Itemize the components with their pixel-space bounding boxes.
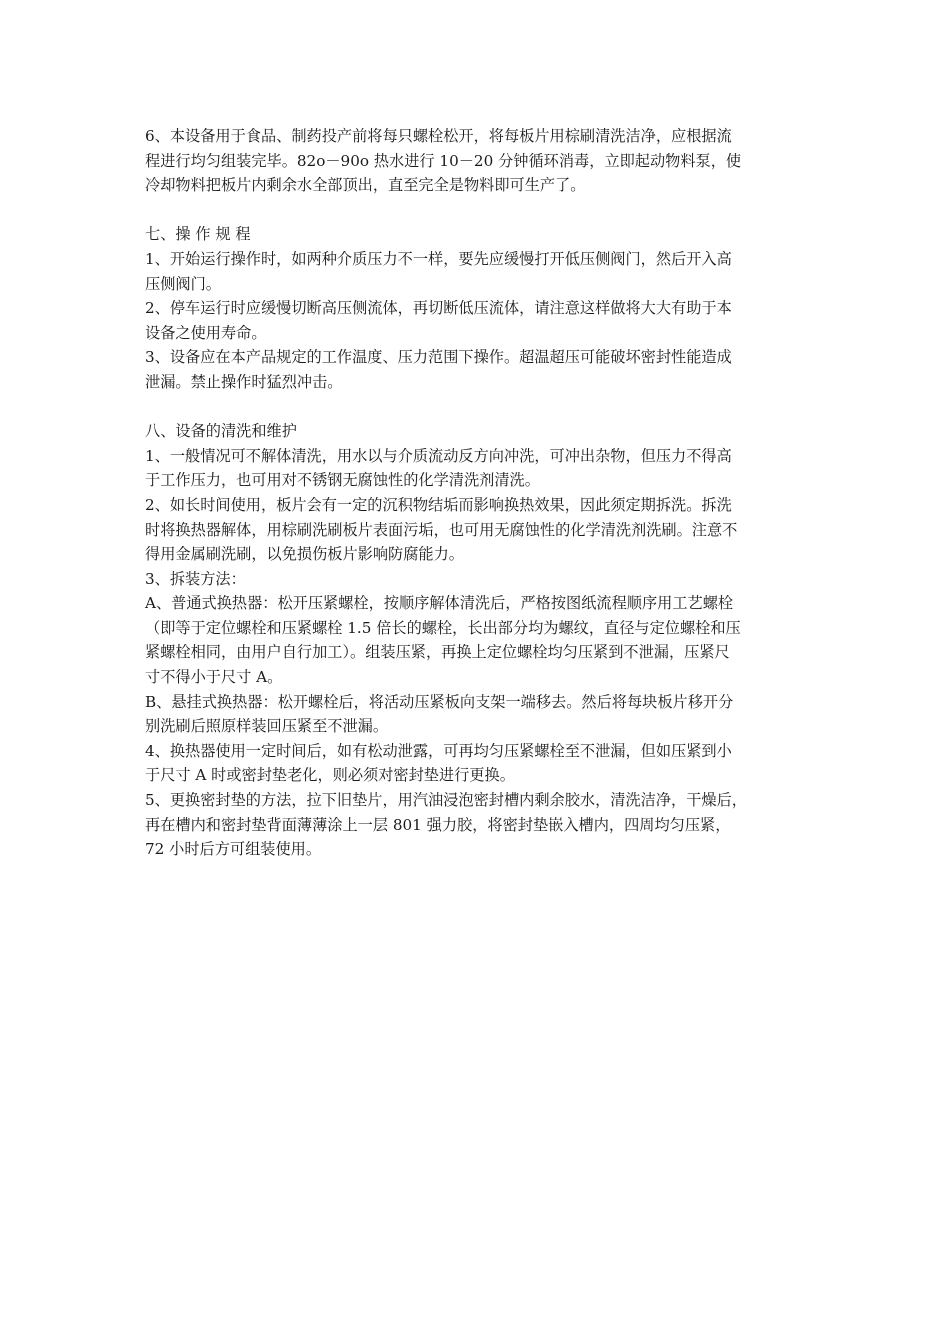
list-item xyxy=(145,591,805,689)
text-line: （即等于定位螺栓和压紧螺栓 1.5 倍长的螺栓，长出部分均为螺纹，直径与定位螺栓和压 xyxy=(145,618,741,637)
text-line: A、普通式换热器：松开压紧螺栓，按顺序解体清洗后，严格按图纸流程顺序用工艺螺栓 xyxy=(145,594,734,613)
text-line: 于工作压力，也可用对不锈钢无腐蚀性的化学清洗剂清洗。 xyxy=(145,471,540,490)
text-line: 再在槽内和密封垫背面薄薄涂上一层 801 强力胶，将密封垫嵌入槽内，四周均匀压紧， xyxy=(145,815,731,834)
text-line: 设备之使用寿命。 xyxy=(145,323,267,342)
text-line: 别洗刷后照原样装回压紧至不泄漏。 xyxy=(145,717,388,736)
list-item xyxy=(145,788,805,862)
text-line: 1、一般情况可不解体清洗，用水以与介质流动反方向冲洗，可冲出杂物，但压力不得高 xyxy=(145,446,732,465)
list-item xyxy=(145,247,805,296)
section-heading: 八、设备的清洗和维护 xyxy=(145,422,297,441)
text-line: 程进行均匀组装完毕。82o－90o 热水进行 10－20 分钟循环消毒，立即起动物料泵，使 xyxy=(145,151,742,170)
text-line: 3、拆装方法： xyxy=(145,569,246,588)
section-heading: 七、操 作 规 程 xyxy=(145,225,251,244)
text-line: 6、本设备用于食品、制药投产前将每只螺栓松开，将每板片用棕刷清洗洁净，应根据流 xyxy=(145,127,732,145)
list-item xyxy=(145,567,805,592)
text-line: B、悬挂式换热器：松开螺栓后，将活动压紧板向支架一端移去。然后将每块板片移开分 xyxy=(145,692,734,711)
text-line: 寸不得小于尺寸 A。 xyxy=(145,668,283,687)
list-item xyxy=(145,296,805,345)
list-item xyxy=(145,345,805,394)
text-line: 72 小时后方可组装使用。 xyxy=(145,840,322,859)
text-line: 5、更换密封垫的方法，拉下旧垫片，用汽油浸泡密封槽内剩余胶水，清洗洁净，干燥后， xyxy=(145,791,747,810)
document-page xyxy=(145,124,805,862)
list-item xyxy=(145,493,805,567)
text-line: 3、设备应在本产品规定的工作温度、压力范围下操作。超温超压可能破坏密封性能造成 xyxy=(145,348,732,367)
section7 xyxy=(145,222,805,394)
text-line: 紧螺栓相同，由用户自行加工）。组装压紧，再换上定位螺栓均匀压紧到不泄漏，压紧尺 xyxy=(145,643,730,662)
text-line: 1、开始运行操作时，如两种介质压力不一样，要先应缓慢打开低压侧阀门，然后开入高 xyxy=(145,249,732,268)
text-line: 4、换热器使用一定时间后，如有松动泄露，可再均匀压紧螺栓至不泄漏，但如压紧到小 xyxy=(145,741,732,760)
text-line: 得用金属刷洗刷，以免损伤板片影响防腐能力。 xyxy=(145,545,464,564)
section6-paragraph xyxy=(145,124,805,198)
text-line: 压侧阀门。 xyxy=(145,274,221,293)
text-line: 于尺寸 A 时或密封垫老化，则必须对密封垫进行更换。 xyxy=(145,766,515,785)
text-line: 冷却物料把板片内剩余水全部顶出，直至完全是物料即可生产了。 xyxy=(145,176,586,195)
text-line: 2、如长时间使用，板片会有一定的沉积物结垢而影响换热效果，因此须定期拆洗。拆洗 xyxy=(145,495,732,514)
section8 xyxy=(145,419,805,862)
text-line: 泄漏。禁止操作时猛烈冲击。 xyxy=(145,372,343,391)
list-item xyxy=(145,444,805,493)
text-line: 时将换热器解体，用棕刷洗刷板片表面污垢，也可用无腐蚀性的化学清洗剂洗刷。注意不 xyxy=(145,520,738,539)
paragraph-gap xyxy=(145,395,805,420)
paragraph-gap xyxy=(145,198,805,223)
list-item xyxy=(145,739,805,788)
text-line: 2、停车运行时应缓慢切断高压侧流体，再切断低压流体，请注意这样做将大大有助于本 xyxy=(145,299,732,318)
list-item xyxy=(145,690,805,739)
